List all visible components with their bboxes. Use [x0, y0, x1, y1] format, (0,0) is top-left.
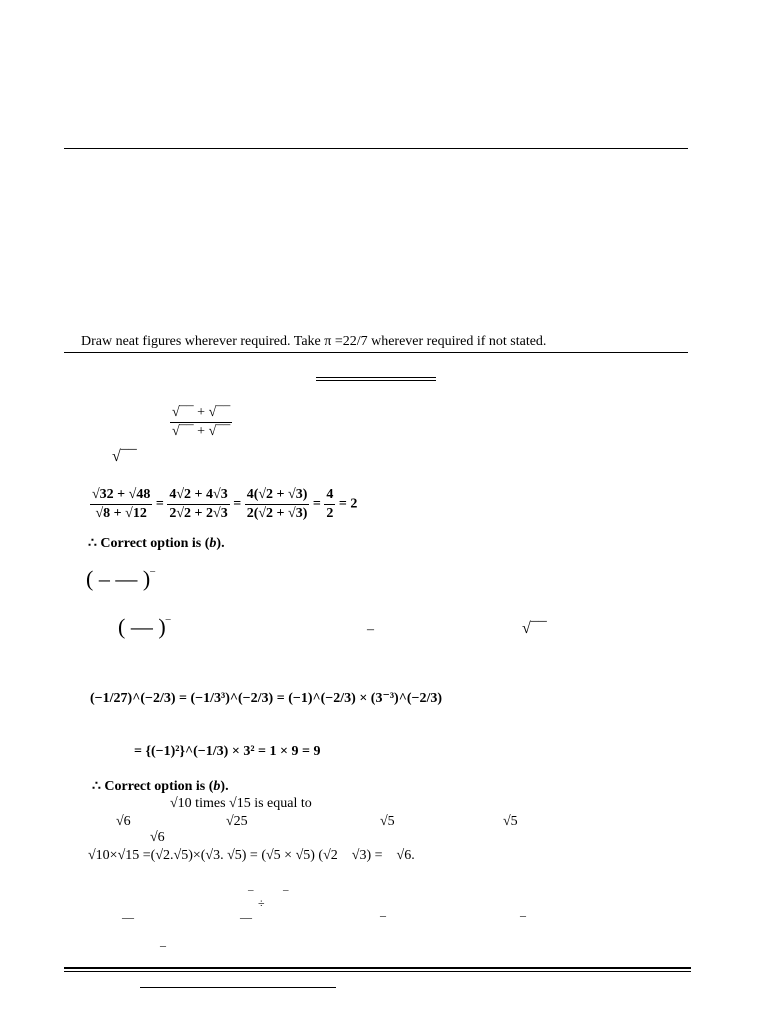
q1-eq3: = [312, 496, 321, 512]
q4-expr-right: – [283, 884, 289, 896]
q2-conclusion [92, 778, 229, 795]
q3-question: √10 times √15 is equal to [170, 796, 312, 811]
q2-solution-line1: (−1/27)^(−2/3) = (−1/3³)^(−2/3) = (−1)^(−2/3) × (3⁻³)^(−2/3) [90, 691, 443, 706]
q3-option-a: √6 [116, 814, 131, 829]
q4-option-a: — [122, 910, 134, 924]
q1-conclusion-option: b [209, 536, 217, 551]
q3-option-c: √5 [380, 814, 395, 829]
q2-expression [86, 566, 155, 592]
q2-expr: ( – — ) [86, 566, 151, 591]
q1-step3-num: 4(√2 + √3) [245, 486, 310, 505]
q4-expr-left: – [248, 884, 254, 896]
q1-conclusion-text: ∴ Correct option is ( [88, 536, 210, 551]
q2-option-c: – [367, 622, 374, 637]
q2-expr-exp: – [150, 566, 156, 577]
q4-option-c: – [380, 908, 386, 922]
q2-solution-line2: = {(−1)²}^(−1/3) × 3² = 1 × 9 = 9 [134, 744, 321, 759]
q1-eq2: = [233, 496, 242, 512]
q3-solution: √10×√15 =(√2.√5)×(√3. √5) = (√5 × √5) (√2 √3) = √6. [88, 848, 415, 863]
q1-conclusion [88, 535, 225, 552]
q1-result: = 2 [338, 496, 358, 512]
q2-conclusion-option: b [213, 779, 221, 794]
q1-option-glyph: √¯¯ [112, 448, 137, 465]
q2-option-a [118, 614, 171, 640]
q1-sol-den: √8 + √12 [95, 506, 147, 521]
section-underline-bottom [316, 380, 436, 381]
q1-expression [170, 404, 232, 441]
footer-rule-bottom [64, 971, 691, 972]
q1-step4-num: 4 [324, 486, 335, 505]
footer-rule-top [64, 967, 691, 969]
q2-option-d: √¯¯ [522, 620, 547, 637]
q2-opt-a: ( — ) [118, 614, 166, 639]
q1-sol-num: √32 + √48 [90, 486, 152, 505]
q4-option-b: — [240, 910, 252, 924]
q1-expr-den: √¯¯ + √¯¯ [172, 424, 231, 439]
q3-option-d: √5 [503, 814, 518, 829]
instruction-rule [64, 352, 688, 353]
q1-solution [90, 486, 357, 523]
header-rule [64, 148, 688, 149]
q1-step2-den: 2√2 + 2√3 [169, 506, 228, 521]
section-underline-top [316, 377, 436, 378]
q1-eq1: = [155, 496, 164, 512]
q2-conclusion-close: ). [220, 779, 229, 794]
q1-expr-num: √¯¯ + √¯¯ [170, 404, 232, 423]
q1-step4-den: 2 [326, 506, 334, 521]
footnote-rule [140, 987, 336, 988]
q2-conclusion-text: ∴ Correct option is ( [92, 779, 214, 794]
q4-operator: ÷ [258, 896, 265, 910]
q1-step2-num: 4√2 + 4√3 [167, 486, 229, 505]
q3-option-b: √25 [226, 814, 248, 829]
q1-step3-den: 2(√2 + √3) [246, 506, 308, 521]
q2-opt-a-exp: – [165, 614, 171, 625]
q3-answer-hint: √6 [150, 830, 165, 845]
q4-option-d: – [520, 908, 526, 922]
q1-conclusion-close: ). [216, 536, 225, 551]
instruction-text: Draw neat figures wherever required. Take π =22/7 wherever required if not stated. [81, 334, 547, 349]
q4-extra: – [160, 938, 166, 952]
